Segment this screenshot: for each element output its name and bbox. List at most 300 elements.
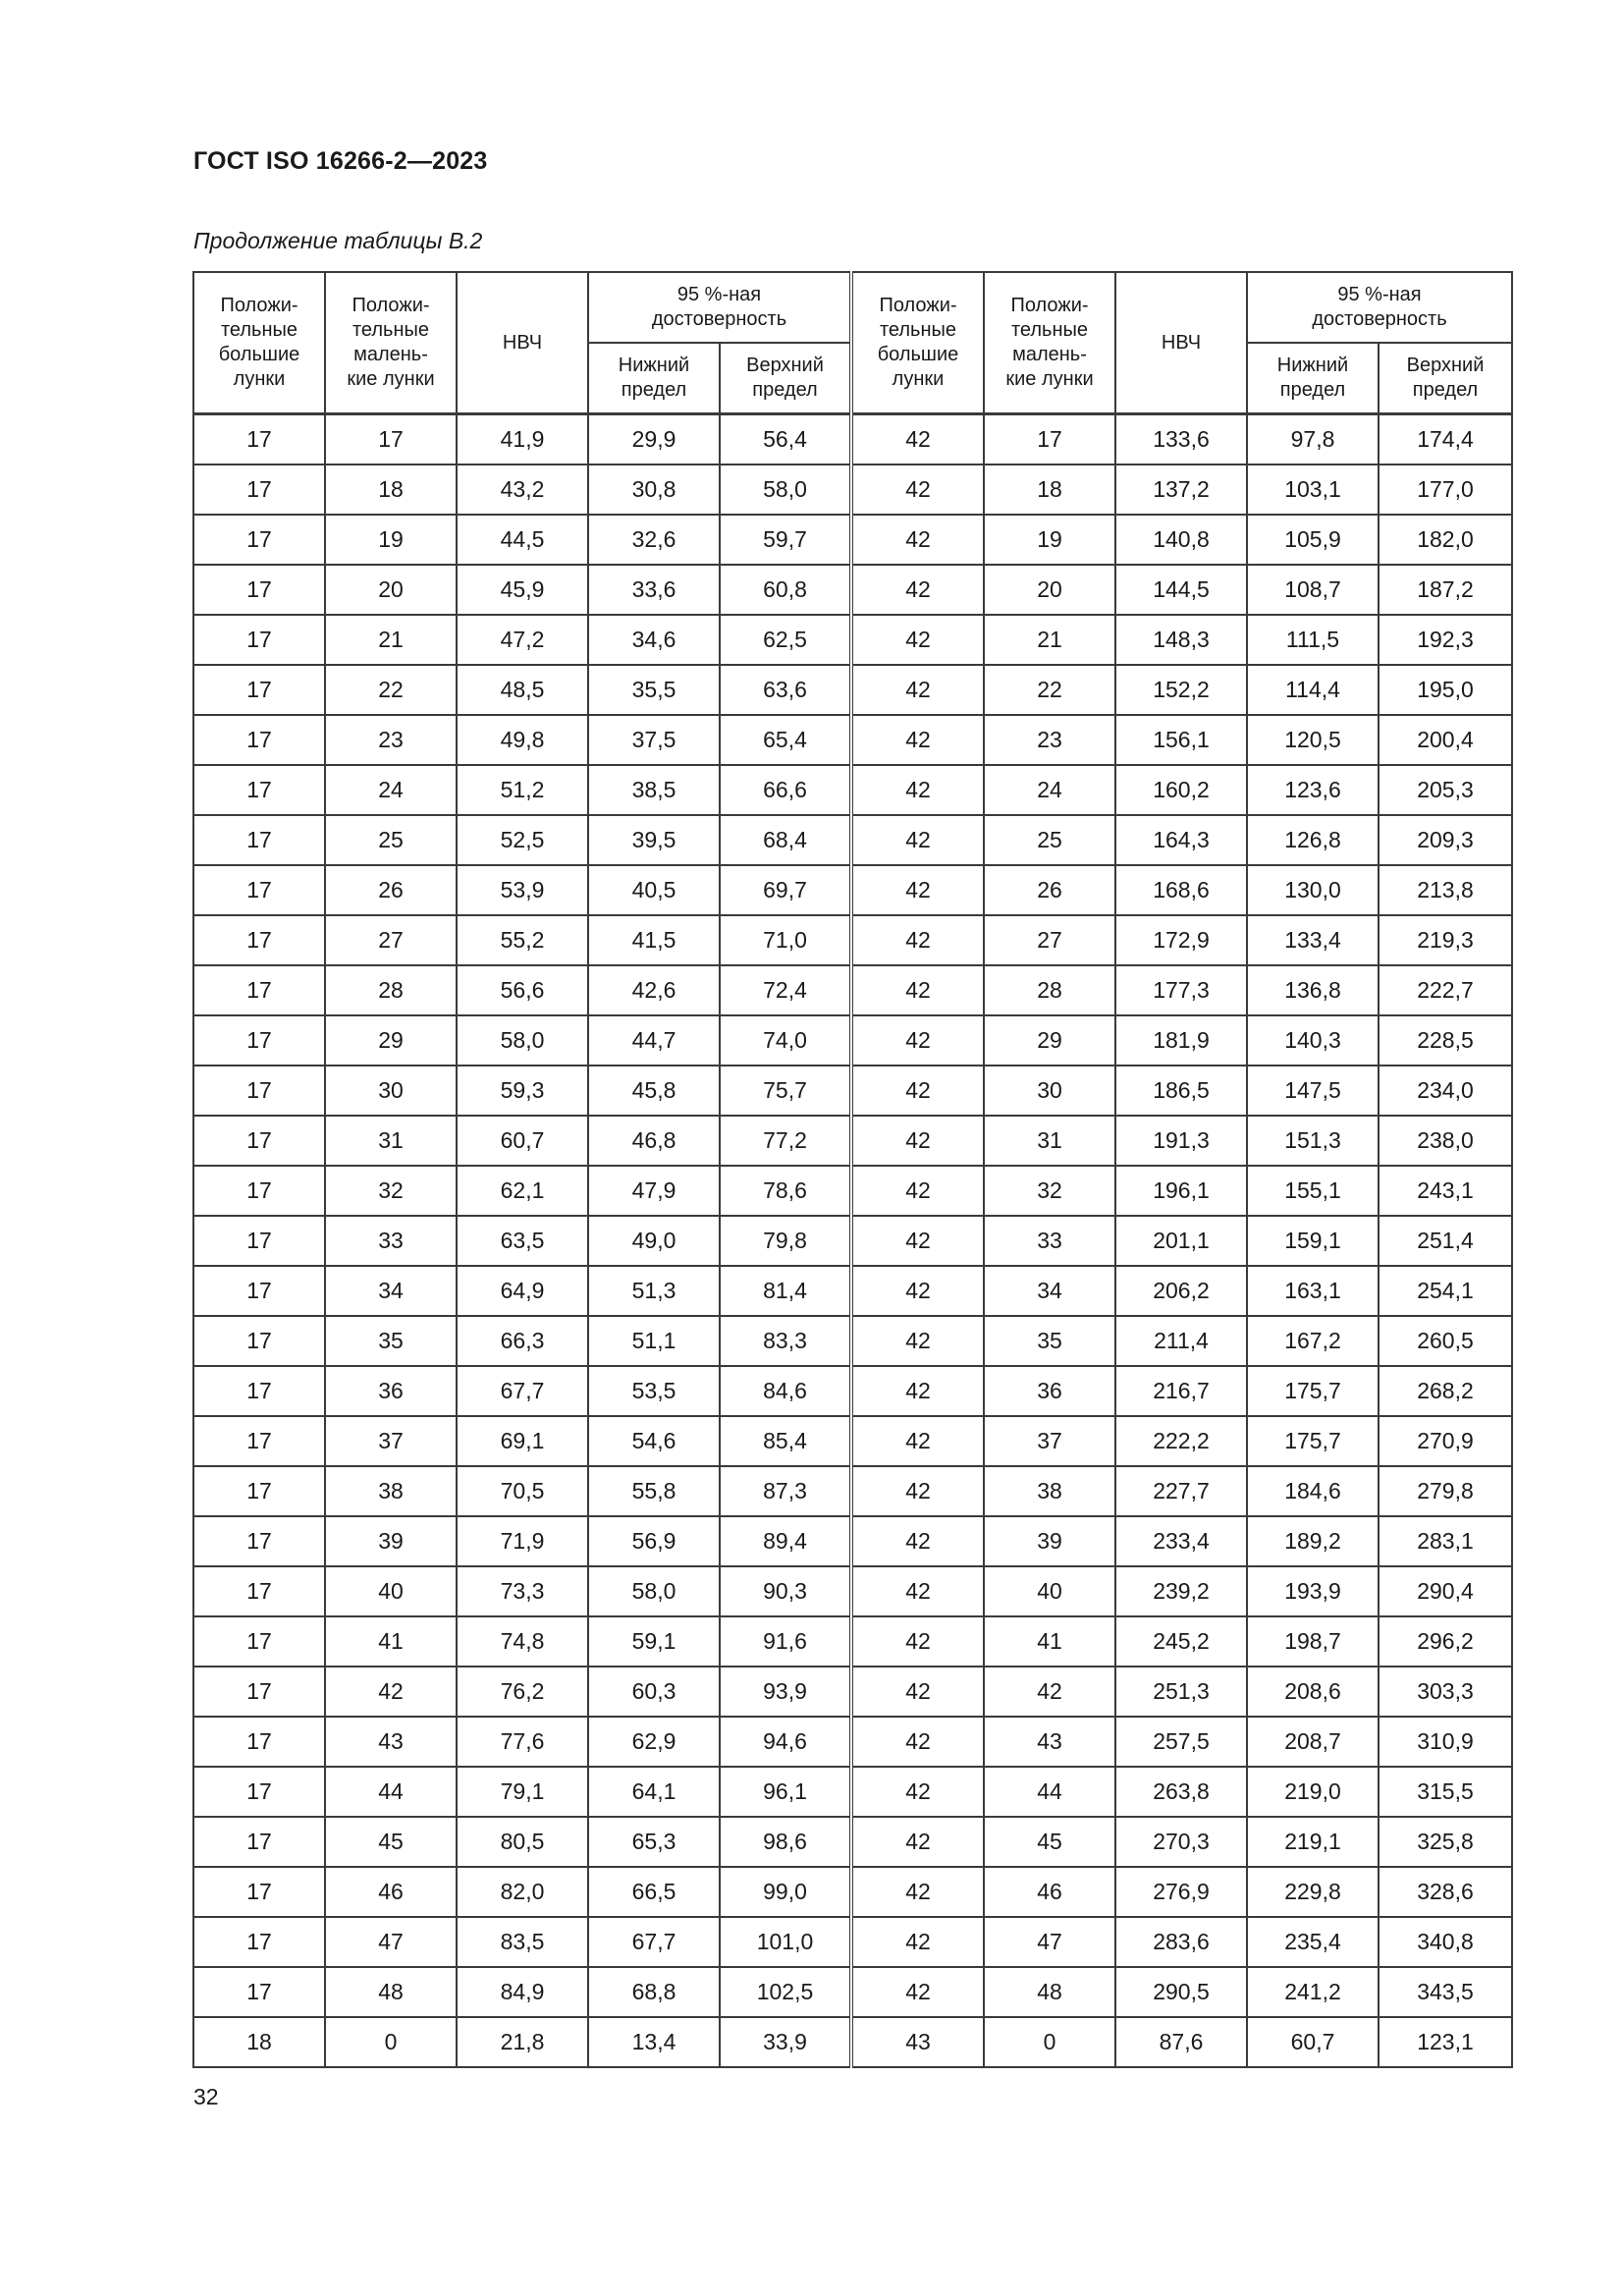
table-cell: 67,7 — [457, 1366, 588, 1416]
table-cell: 24 — [984, 765, 1115, 815]
table-cell: 56,4 — [720, 414, 851, 465]
table-row — [193, 465, 1512, 515]
table-cell: 29 — [325, 1015, 457, 1066]
table-cell: 303,3 — [1379, 1667, 1512, 1717]
table-cell: 17 — [193, 1817, 325, 1867]
table-cell: 17 — [193, 1516, 325, 1566]
table-cell: 123,6 — [1247, 765, 1379, 815]
table-row — [193, 1616, 1512, 1667]
table-cell: 101,0 — [720, 1917, 851, 1967]
table-cell: 159,1 — [1247, 1216, 1379, 1266]
table-cell: 51,2 — [457, 765, 588, 815]
table-cell: 340,8 — [1379, 1917, 1512, 1967]
table-cell: 184,6 — [1247, 1466, 1379, 1516]
table-cell: 195,0 — [1379, 665, 1512, 715]
table-cell: 279,8 — [1379, 1466, 1512, 1516]
table-cell: 17 — [193, 1015, 325, 1066]
table-cell: 17 — [193, 1667, 325, 1717]
table-row — [193, 1717, 1512, 1767]
table-cell: 68,4 — [720, 815, 851, 865]
table-cell: 70,5 — [457, 1466, 588, 1516]
table-cell: 69,1 — [457, 1416, 588, 1466]
table-cell: 26 — [325, 865, 457, 915]
table-row — [193, 1366, 1512, 1416]
table-cell: 133,4 — [1247, 915, 1379, 965]
header-lower-limit-2: Нижний предел — [1247, 343, 1379, 414]
table-cell: 175,7 — [1247, 1366, 1379, 1416]
table-cell: 140,3 — [1247, 1015, 1379, 1066]
table-cell: 47 — [984, 1917, 1115, 1967]
table-cell: 42 — [851, 1216, 984, 1266]
table-cell: 21 — [984, 615, 1115, 665]
table-cell: 238,0 — [1379, 1116, 1512, 1166]
table-cell: 219,3 — [1379, 915, 1512, 965]
table-cell: 59,3 — [457, 1066, 588, 1116]
table-cell: 49,0 — [588, 1216, 720, 1266]
table-cell: 17 — [193, 1867, 325, 1917]
table-cell: 43 — [851, 2017, 984, 2067]
table-cell: 97,8 — [1247, 414, 1379, 465]
table-cell: 42 — [851, 1516, 984, 1566]
table-cell: 239,2 — [1115, 1566, 1247, 1616]
table-cell: 0 — [984, 2017, 1115, 2067]
table-cell: 103,1 — [1247, 465, 1379, 515]
table-cell: 40,5 — [588, 865, 720, 915]
table-cell: 76,2 — [457, 1667, 588, 1717]
table-cell: 42 — [851, 414, 984, 465]
table-row — [193, 515, 1512, 565]
table-cell: 17 — [325, 414, 457, 465]
table-cell: 47,9 — [588, 1166, 720, 1216]
table-cell: 17 — [193, 665, 325, 715]
table-cell: 53,9 — [457, 865, 588, 915]
table-cell: 296,2 — [1379, 1616, 1512, 1667]
table-cell: 34 — [325, 1266, 457, 1316]
table-row — [193, 565, 1512, 615]
table-cell: 43 — [984, 1717, 1115, 1767]
table-cell: 192,3 — [1379, 615, 1512, 665]
table-cell: 42 — [851, 465, 984, 515]
table-cell: 136,8 — [1247, 965, 1379, 1015]
table-cell: 33,9 — [720, 2017, 851, 2067]
table-cell: 42 — [851, 1116, 984, 1166]
table-cell: 251,4 — [1379, 1216, 1512, 1266]
table-cell: 234,0 — [1379, 1066, 1512, 1116]
table-cell: 64,9 — [457, 1266, 588, 1316]
table-cell: 17 — [193, 965, 325, 1015]
table-cell: 87,6 — [1115, 2017, 1247, 2067]
table-cell: 17 — [193, 1717, 325, 1767]
table-cell: 42 — [851, 815, 984, 865]
table-row — [193, 1316, 1512, 1366]
header-mpn-2: НВЧ — [1115, 272, 1247, 414]
table-cell: 36 — [325, 1366, 457, 1416]
table-cell: 42 — [984, 1667, 1115, 1717]
table-cell: 42 — [851, 1416, 984, 1466]
table-cell: 42 — [851, 1166, 984, 1216]
table-cell: 148,3 — [1115, 615, 1247, 665]
table-cell: 80,5 — [457, 1817, 588, 1867]
table-cell: 35 — [325, 1316, 457, 1366]
table-row — [193, 1466, 1512, 1516]
table-cell: 62,5 — [720, 615, 851, 665]
table-cell: 42 — [851, 715, 984, 765]
table-row — [193, 915, 1512, 965]
table-cell: 64,1 — [588, 1767, 720, 1817]
table-cell: 45,8 — [588, 1066, 720, 1116]
table-cell: 23 — [984, 715, 1115, 765]
table-cell: 42 — [325, 1667, 457, 1717]
table-cell: 155,1 — [1247, 1166, 1379, 1216]
table-cell: 54,6 — [588, 1416, 720, 1466]
table-cell: 25 — [325, 815, 457, 865]
table-cell: 17 — [193, 465, 325, 515]
table-cell: 74,8 — [457, 1616, 588, 1667]
table-cell: 33,6 — [588, 565, 720, 615]
table-cell: 42 — [851, 1867, 984, 1917]
table-cell: 222,2 — [1115, 1416, 1247, 1466]
table-cell: 164,3 — [1115, 815, 1247, 865]
table-cell: 17 — [193, 414, 325, 465]
table-cell: 241,2 — [1247, 1967, 1379, 2017]
table-cell: 175,7 — [1247, 1416, 1379, 1466]
table-cell: 51,1 — [588, 1316, 720, 1366]
table-cell: 17 — [193, 1166, 325, 1216]
table-cell: 46,8 — [588, 1116, 720, 1166]
table-row — [193, 1917, 1512, 1967]
table-cell: 120,5 — [1247, 715, 1379, 765]
table-cell: 87,3 — [720, 1466, 851, 1516]
table-cell: 328,6 — [1379, 1867, 1512, 1917]
table-cell: 65,3 — [588, 1817, 720, 1867]
table-cell: 52,5 — [457, 815, 588, 865]
table-cell: 42 — [851, 1767, 984, 1817]
table-cell: 18 — [325, 465, 457, 515]
table-cell: 42 — [851, 1917, 984, 1967]
table-cell: 17 — [193, 1116, 325, 1166]
table-row — [193, 2017, 1512, 2067]
table-cell: 283,1 — [1379, 1516, 1512, 1566]
table-cell: 66,6 — [720, 765, 851, 815]
table-cell: 60,8 — [720, 565, 851, 615]
table-cell: 63,5 — [457, 1216, 588, 1266]
table-row — [193, 1817, 1512, 1867]
table-cell: 74,0 — [720, 1015, 851, 1066]
table-cell: 43,2 — [457, 465, 588, 515]
table-cell: 42 — [851, 1967, 984, 2017]
table-cell: 93,9 — [720, 1667, 851, 1717]
table-cell: 108,7 — [1247, 565, 1379, 615]
table-cell: 34,6 — [588, 615, 720, 665]
table-cell: 42 — [851, 665, 984, 715]
table-cell: 38,5 — [588, 765, 720, 815]
table-cell: 177,0 — [1379, 465, 1512, 515]
header-upper-limit-2: Верхний предел — [1379, 343, 1512, 414]
table-cell: 38 — [984, 1466, 1115, 1516]
table-cell: 37,5 — [588, 715, 720, 765]
header-small-wells-2: Положи- тельные малень- кие лунки — [984, 272, 1115, 414]
table-cell: 42 — [851, 1466, 984, 1516]
table-row — [193, 1967, 1512, 2017]
table-cell: 18 — [984, 465, 1115, 515]
table-cell: 187,2 — [1379, 565, 1512, 615]
table-cell: 19 — [325, 515, 457, 565]
table-cell: 79,8 — [720, 1216, 851, 1266]
table-cell: 65,4 — [720, 715, 851, 765]
table-cell: 42 — [851, 1266, 984, 1316]
table-cell: 17 — [193, 1216, 325, 1266]
table-row — [193, 1767, 1512, 1817]
table-cell: 114,4 — [1247, 665, 1379, 715]
table-cell: 42 — [851, 1366, 984, 1416]
table-cell: 111,5 — [1247, 615, 1379, 665]
table-cell: 42 — [851, 1316, 984, 1366]
table-cell: 0 — [325, 2017, 457, 2067]
table-cell: 18 — [193, 2017, 325, 2067]
table-cell: 17 — [193, 1767, 325, 1817]
table-cell: 48 — [325, 1967, 457, 2017]
table-cell: 133,6 — [1115, 414, 1247, 465]
table-cell: 201,1 — [1115, 1216, 1247, 1266]
table-cell: 42 — [851, 865, 984, 915]
table-cell: 229,8 — [1247, 1867, 1379, 1917]
table-cell: 160,2 — [1115, 765, 1247, 815]
table-cell: 17 — [193, 865, 325, 915]
table-cell: 37 — [984, 1416, 1115, 1466]
table-cell: 82,0 — [457, 1867, 588, 1917]
table-body — [193, 414, 1512, 2068]
table-cell: 60,7 — [457, 1116, 588, 1166]
table-cell: 30,8 — [588, 465, 720, 515]
table-cell: 245,2 — [1115, 1616, 1247, 1667]
table-cell: 17 — [193, 1967, 325, 2017]
document-header: ГОСТ ISO 16266-2—2023 — [193, 147, 488, 175]
table-cell: 42 — [851, 1566, 984, 1616]
table-cell: 31 — [984, 1116, 1115, 1166]
table-cell: 251,3 — [1115, 1667, 1247, 1717]
table-cell: 45 — [325, 1817, 457, 1867]
table-cell: 200,4 — [1379, 715, 1512, 765]
table-cell: 94,6 — [720, 1717, 851, 1767]
table-cell: 69,7 — [720, 865, 851, 915]
table-cell: 56,9 — [588, 1516, 720, 1566]
table-cell: 39 — [984, 1516, 1115, 1566]
table-cell: 205,3 — [1379, 765, 1512, 815]
table-row — [193, 1216, 1512, 1266]
table-row — [193, 765, 1512, 815]
table-cell: 40 — [325, 1566, 457, 1616]
table-cell: 42 — [851, 515, 984, 565]
table-row — [193, 965, 1512, 1015]
table-cell: 216,7 — [1115, 1366, 1247, 1416]
table-row — [193, 815, 1512, 865]
table-cell: 257,5 — [1115, 1717, 1247, 1767]
header-large-wells-2: Положи- тельные большие лунки — [851, 272, 984, 414]
table-cell: 44 — [325, 1767, 457, 1817]
table-cell: 58,0 — [588, 1566, 720, 1616]
table-cell: 53,5 — [588, 1366, 720, 1416]
table-cell: 30 — [984, 1066, 1115, 1116]
table-cell: 30 — [325, 1066, 457, 1116]
table-cell: 198,7 — [1247, 1616, 1379, 1667]
table-cell: 102,5 — [720, 1967, 851, 2017]
table-cell: 46 — [325, 1867, 457, 1917]
table-cell: 168,6 — [1115, 865, 1247, 915]
table-cell: 67,7 — [588, 1917, 720, 1967]
table-cell: 37 — [325, 1416, 457, 1466]
table-cell: 77,6 — [457, 1717, 588, 1767]
table-row — [193, 1867, 1512, 1917]
table-caption: Продолжение таблицы В.2 — [193, 228, 483, 253]
table-cell: 22 — [984, 665, 1115, 715]
table-cell: 66,5 — [588, 1867, 720, 1917]
table-cell: 19 — [984, 515, 1115, 565]
table-header — [193, 272, 1512, 414]
table-row — [193, 1667, 1512, 1717]
table-cell: 75,7 — [720, 1066, 851, 1116]
table-cell: 177,3 — [1115, 965, 1247, 1015]
table-cell: 39,5 — [588, 815, 720, 865]
table-row — [193, 1516, 1512, 1566]
table-cell: 45,9 — [457, 565, 588, 615]
table-cell: 20 — [984, 565, 1115, 615]
table-cell: 181,9 — [1115, 1015, 1247, 1066]
table-cell: 42 — [851, 1015, 984, 1066]
table-row — [193, 1266, 1512, 1316]
table-row — [193, 615, 1512, 665]
table-cell: 60,3 — [588, 1667, 720, 1717]
table-cell: 263,8 — [1115, 1767, 1247, 1817]
table-cell: 17 — [193, 615, 325, 665]
table-cell: 206,2 — [1115, 1266, 1247, 1316]
table-cell: 29,9 — [588, 414, 720, 465]
table-cell: 84,9 — [457, 1967, 588, 2017]
table-cell: 55,2 — [457, 915, 588, 965]
table-cell: 91,6 — [720, 1616, 851, 1667]
table-cell: 42 — [851, 1817, 984, 1867]
table-cell: 42 — [851, 615, 984, 665]
table-row — [193, 715, 1512, 765]
table-cell: 140,8 — [1115, 515, 1247, 565]
table-cell: 35 — [984, 1316, 1115, 1366]
table-cell: 72,4 — [720, 965, 851, 1015]
table-cell: 44 — [984, 1767, 1115, 1817]
table-cell: 96,1 — [720, 1767, 851, 1817]
table-cell: 42 — [851, 565, 984, 615]
table-cell: 270,9 — [1379, 1416, 1512, 1466]
table-cell: 44,7 — [588, 1015, 720, 1066]
table-cell: 268,2 — [1379, 1366, 1512, 1416]
header-small-wells: Положи- тельные малень- кие лунки — [325, 272, 457, 414]
table-cell: 79,1 — [457, 1767, 588, 1817]
table-cell: 17 — [193, 915, 325, 965]
table-cell: 31 — [325, 1116, 457, 1166]
table-cell: 28 — [325, 965, 457, 1015]
table-cell: 20 — [325, 565, 457, 615]
table-cell: 41,9 — [457, 414, 588, 465]
table-cell: 84,6 — [720, 1366, 851, 1416]
table-cell: 283,6 — [1115, 1917, 1247, 1967]
table-cell: 196,1 — [1115, 1166, 1247, 1216]
table-cell: 83,5 — [457, 1917, 588, 1967]
page-number: 32 — [193, 2084, 219, 2109]
table-cell: 193,9 — [1247, 1566, 1379, 1616]
table-cell: 186,5 — [1115, 1066, 1247, 1116]
table-cell: 17 — [193, 815, 325, 865]
table-cell: 58,0 — [457, 1015, 588, 1066]
table-cell: 17 — [193, 565, 325, 615]
table-cell: 208,7 — [1247, 1717, 1379, 1767]
table-cell: 66,3 — [457, 1316, 588, 1366]
table-cell: 33 — [325, 1216, 457, 1266]
header-confidence-2: 95 %-ная достоверность — [1247, 272, 1512, 343]
table-cell: 167,2 — [1247, 1316, 1379, 1366]
table-cell: 48,5 — [457, 665, 588, 715]
table-row — [193, 1015, 1512, 1066]
table-cell: 42 — [851, 915, 984, 965]
table-cell: 152,2 — [1115, 665, 1247, 715]
table-cell: 27 — [325, 915, 457, 965]
table-cell: 68,8 — [588, 1967, 720, 2017]
table-cell: 32,6 — [588, 515, 720, 565]
table-cell: 81,4 — [720, 1266, 851, 1316]
table-cell: 126,8 — [1247, 815, 1379, 865]
table-cell: 44,5 — [457, 515, 588, 565]
table-cell: 17 — [193, 1266, 325, 1316]
header-large-wells: Положи- тельные большие лунки — [193, 272, 325, 414]
table-cell: 17 — [193, 1917, 325, 1967]
table-cell: 17 — [193, 1316, 325, 1366]
table-cell: 243,1 — [1379, 1166, 1512, 1216]
data-table — [192, 271, 1513, 2068]
table-cell: 63,6 — [720, 665, 851, 715]
table-cell: 22 — [325, 665, 457, 715]
table-cell: 36 — [984, 1366, 1115, 1416]
table-cell: 174,4 — [1379, 414, 1512, 465]
table-cell: 85,4 — [720, 1416, 851, 1466]
table-cell: 32 — [984, 1166, 1115, 1216]
table-cell: 99,0 — [720, 1867, 851, 1917]
table-cell: 46 — [984, 1867, 1115, 1917]
table-cell: 41,5 — [588, 915, 720, 965]
table-cell: 42 — [851, 765, 984, 815]
table-cell: 83,3 — [720, 1316, 851, 1366]
table-cell: 17 — [193, 1366, 325, 1416]
table-row — [193, 865, 1512, 915]
table-cell: 47 — [325, 1917, 457, 1967]
table-cell: 17 — [193, 715, 325, 765]
table-row — [193, 1166, 1512, 1216]
table-cell: 17 — [193, 1466, 325, 1516]
table-cell: 73,3 — [457, 1566, 588, 1616]
table-row — [193, 414, 1512, 465]
table-row — [193, 665, 1512, 715]
table-cell: 59,1 — [588, 1616, 720, 1667]
table-cell: 17 — [984, 414, 1115, 465]
table-cell: 254,1 — [1379, 1266, 1512, 1316]
table-cell: 156,1 — [1115, 715, 1247, 765]
table-cell: 55,8 — [588, 1466, 720, 1516]
table-row — [193, 1416, 1512, 1466]
table-cell: 35,5 — [588, 665, 720, 715]
table-cell: 51,3 — [588, 1266, 720, 1316]
table-cell: 47,2 — [457, 615, 588, 665]
table-cell: 45 — [984, 1817, 1115, 1867]
header-lower-limit: Нижний предел — [588, 343, 720, 414]
table-cell: 89,4 — [720, 1516, 851, 1566]
table-cell: 182,0 — [1379, 515, 1512, 565]
table-cell: 43 — [325, 1717, 457, 1767]
